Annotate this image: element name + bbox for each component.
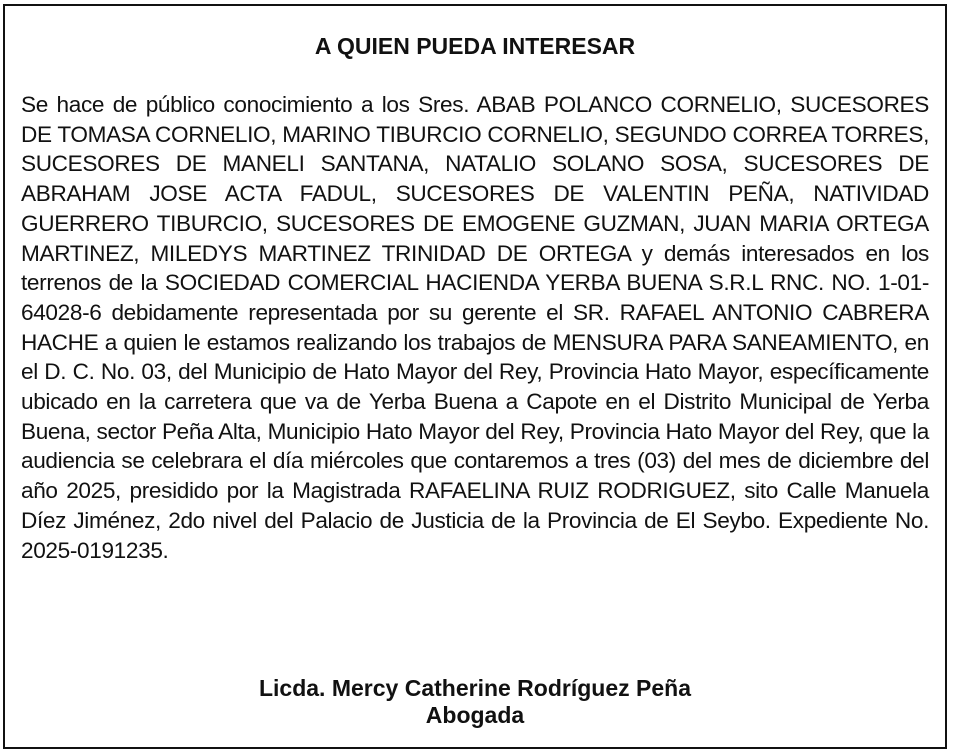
legal-notice [3,4,947,749]
signature-block [5,675,945,729]
notice-title: A QUIEN PUEDA INTERESAR [314,33,636,59]
signature-name: Licda. Mercy Catherine Rodríguez Peña [258,675,691,701]
notice-body: Se hace de público conocimiento a los Sres. ABAB POLANCO CORNELIO, SUCESORES DE TOMASA CORNELIO, MARINO TIBURCIO CORNELIO, SEGUNDO CORREA TORRES, SUCESORES DE MANELI SANTANA, NATALIO SOLANO SOSA, SUCESORES DE ABRAHAM JOSE ACTA FADUL, SUCESORES DE VALENTIN PEÑA, NATIVIDAD GUERRERO TIBURCIO, SUCESORES DE EMOGENE GUZMAN, JUAN MARIA ORTEGA MARTINEZ, MILEDYS MARTINEZ TRINIDAD DE ORTEGA y demás interesados en los terrenos de la SOCIEDAD COMERCIAL HACIENDA YERBA BUENA S.R.L RNC. NO. 1-01-64028-6 debidamente representada por su gerente el SR. RAFAEL ANTONIO CABRERA HACHE a quien le estamos realizando los trabajos de MENSURA PARA SANEAMIENTO, en el D. C. No. 03, del Municipio de Hato Mayor del Rey, Provincia Hato Mayor, específicamente ubicado en la carretera que va de Yerba Buena a Capote en el Distrito Municipal de Yerba Buena, sector Peña Alta, Municipio Hato Mayor del Rey, Provincia Hato Mayor del Rey, que la audiencia se celebrara el día miércoles que contaremos a tres (03) del mes de diciembre del año 2025, presidido por la Magistrada RAFAELINA RUIZ RODRIGUEZ, sito Calle Manuela Díez Jiménez, 2do nivel del Palacio de Justicia de la Provincia de El Seybo. Expediente No. 2025-0191235. [21,92,929,563]
signature-role: Abogada [425,702,525,728]
